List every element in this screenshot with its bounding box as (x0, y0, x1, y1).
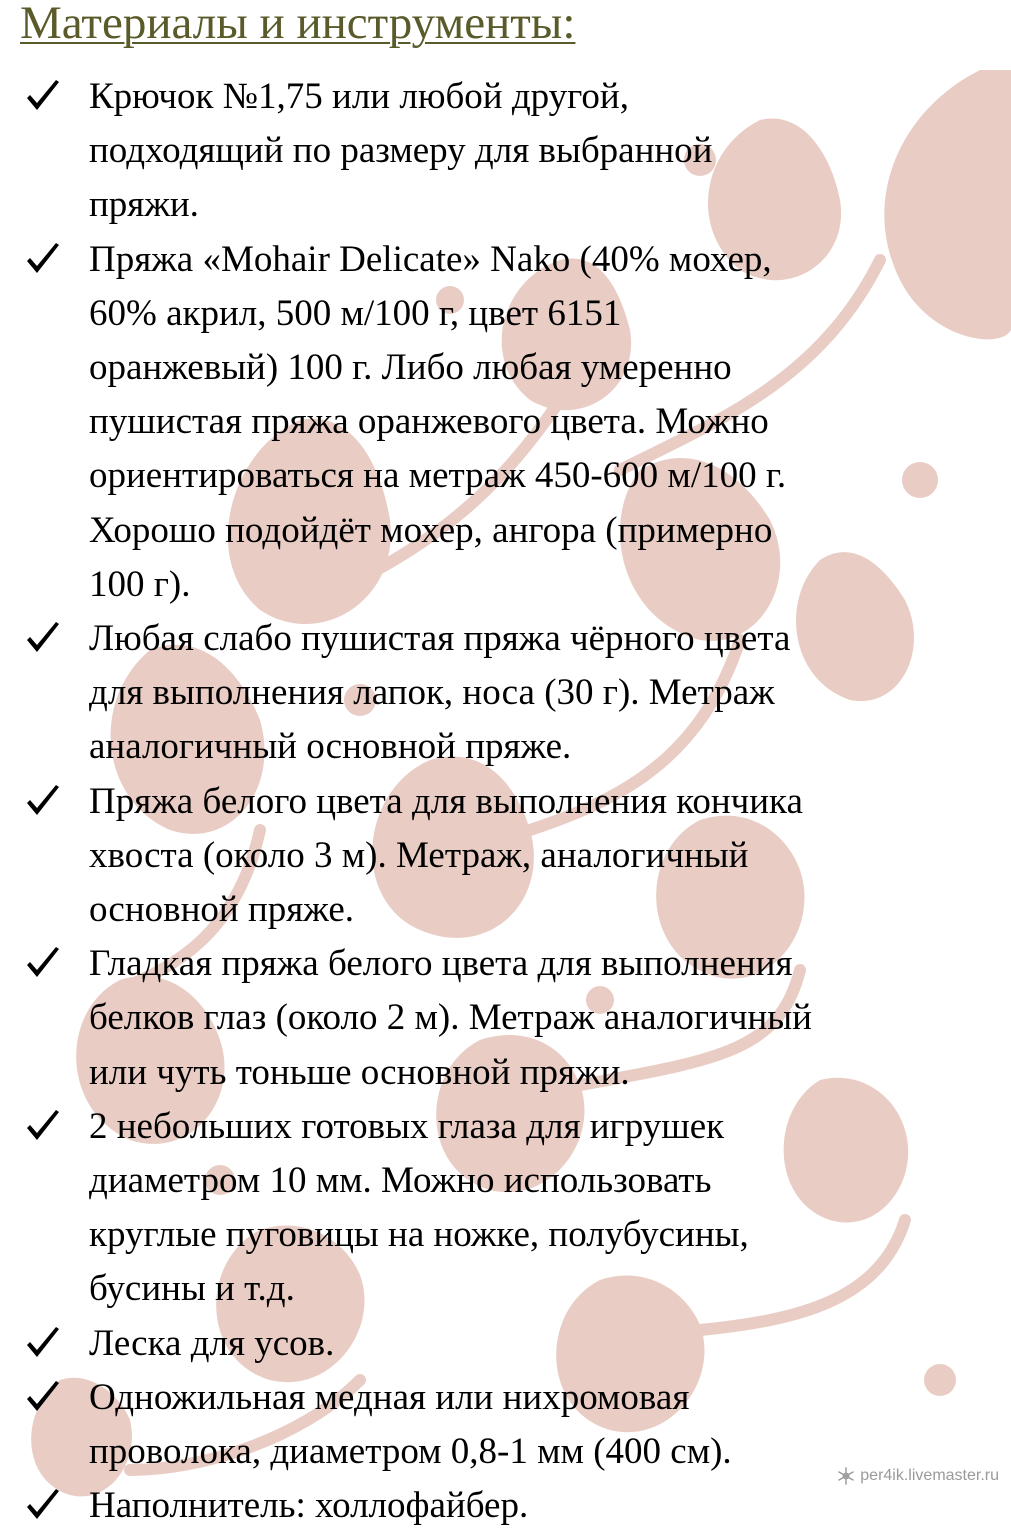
list-item-line: Любая слабо пушистая пряжа чёрного цвета (89, 618, 791, 660)
list-item-line: Пряжа белого цвета для выполнения кончика (89, 780, 803, 822)
list-item-line: пушистая пряжа оранжевого цвета. Можно (89, 401, 769, 443)
check-icon (21, 775, 65, 829)
list-item-line: аналогичный основной пряже. (89, 726, 572, 768)
list-item (0, 1100, 1011, 1317)
check-icon (21, 233, 65, 287)
list-item (0, 1371, 1011, 1479)
list-item (0, 1479, 1011, 1533)
list-item-line: белков глаз (около 2 м). Метраж аналогичный (89, 997, 812, 1039)
materials-list (0, 70, 1011, 1533)
list-item-line: диаметром 10 мм. Можно использовать (89, 1160, 712, 1202)
check-icon (21, 1317, 65, 1371)
list-item-line: пряжи. (89, 184, 199, 226)
list-item-line: круглые пуговицы на ножке, полубусины, (89, 1214, 749, 1256)
check-icon (21, 1371, 65, 1425)
list-item-line: ориентироваться на метраж 450-600 м/100 г. (89, 455, 787, 497)
list-item (0, 612, 1011, 775)
check-icon (21, 1479, 65, 1533)
list-item (0, 70, 1011, 233)
list-item-line: Гладкая пряжа белого цвета для выполнения (89, 943, 793, 985)
list-item-line: проволока, диаметром 0,8-1 мм (400 см). (89, 1431, 732, 1473)
list-item-line: подходящий по размеру для выбранной (89, 130, 713, 172)
list-item-line: 60% акрил, 500 м/100 г, цвет 6151 (89, 292, 622, 334)
list-item-line: Хорошо подойдёт мохер, ангора (примерно (89, 509, 773, 551)
snowflake-icon (837, 1467, 855, 1485)
check-icon (21, 70, 65, 124)
site-credit (837, 1466, 999, 1486)
list-item-line: Пряжа «Mohair Delicate» Nako (40% мохер, (89, 238, 772, 280)
list-item-line: или чуть тоньше основной пряжи. (89, 1051, 630, 1093)
list-item-line: Наполнитель: холлофайбер. (89, 1485, 529, 1527)
list-item-line: 2 небольших готовых глаза для игрушек (89, 1105, 725, 1147)
check-icon (21, 612, 65, 666)
check-icon (21, 937, 65, 991)
list-item-line: Крючок №1,75 или любой другой, (89, 76, 629, 117)
list-item-line: Леска для усов. (89, 1322, 335, 1364)
list-item-line: хвоста (около 3 м). Метраж, аналогичный (89, 834, 749, 876)
check-icon (21, 1100, 65, 1154)
list-item (0, 233, 1011, 612)
list-item-line: Одножильная медная или нихромовая (89, 1376, 690, 1418)
list-item (0, 775, 1011, 938)
list-item (0, 1317, 1011, 1371)
site-url: per4ik.livemaster.ru (860, 1467, 999, 1484)
list-item (0, 937, 1011, 1100)
list-item-line: бусины и т.д. (89, 1268, 295, 1310)
list-item-line: основной пряже. (89, 889, 355, 931)
page-title: Материалы и инструменты: (20, 0, 576, 49)
list-item-line: оранжевый) 100 г. Либо любая умеренно (89, 347, 732, 389)
list-item-line: для выполнения лапок, носа (30 г). Метраж (89, 672, 775, 714)
list-item-line: 100 г). (89, 563, 191, 605)
